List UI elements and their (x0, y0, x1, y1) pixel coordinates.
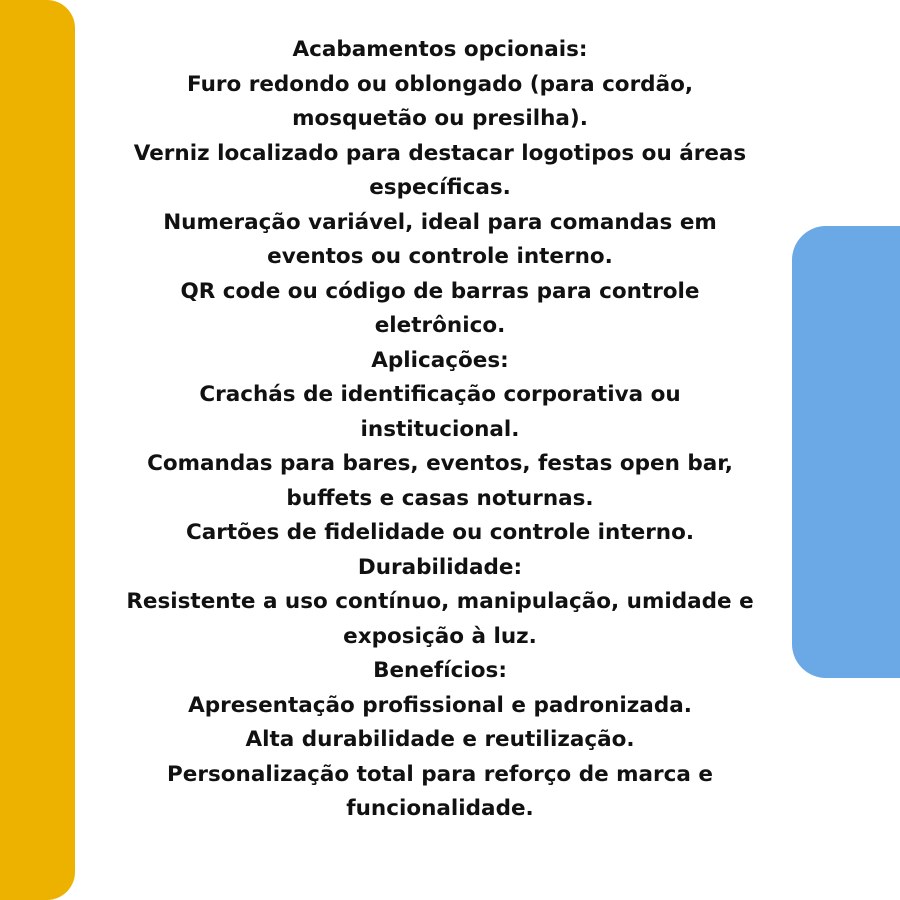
right-accent-bar (792, 226, 900, 678)
text-line: Acabamentos opcionais: (292, 37, 588, 62)
text-line: Cartões de fidelidade ou controle interno. (185, 520, 695, 545)
text-line: Crachás de identificação corporativa ou (199, 382, 681, 407)
text-line: institucional. (360, 416, 520, 442)
left-accent-bar (0, 0, 75, 900)
text-line: buffets e casas noturnas. (286, 485, 594, 511)
text-line: Apresentação profissional e padronizada. (188, 692, 692, 718)
text-line: exposição à luz. (343, 623, 537, 649)
text-line: Personalização total para reforço de marca e (167, 761, 713, 787)
text-line: QR code ou código de barras para controle (180, 278, 700, 304)
text-line: eletrônico. (374, 313, 506, 338)
text-line: Alta durabilidade e reutilização. (245, 727, 635, 752)
text-line: Comandas para bares, eventos, festas open bar, (147, 451, 733, 476)
text-line: eventos ou controle interno. (267, 244, 613, 269)
text-line: Furo redondo ou oblongado (para cordão, (186, 71, 694, 97)
text-line: Verniz localizado para destacar logotipos ou áreas (133, 140, 747, 166)
text-line: Durabilidade: (357, 554, 523, 580)
feature-text-block (90, 33, 790, 827)
text-line: Aplicações: (371, 347, 509, 373)
text-line: Resistente a uso contínuo, manipulação, umidade e (126, 589, 754, 614)
text-line: mosquetão ou presilha). (292, 106, 588, 131)
text-line: Numeração variável, ideal para comandas em (163, 209, 717, 235)
text-line: Benefícios: (373, 658, 507, 683)
text-line: específicas. (369, 175, 511, 200)
text-line: funcionalidade. (346, 796, 534, 821)
